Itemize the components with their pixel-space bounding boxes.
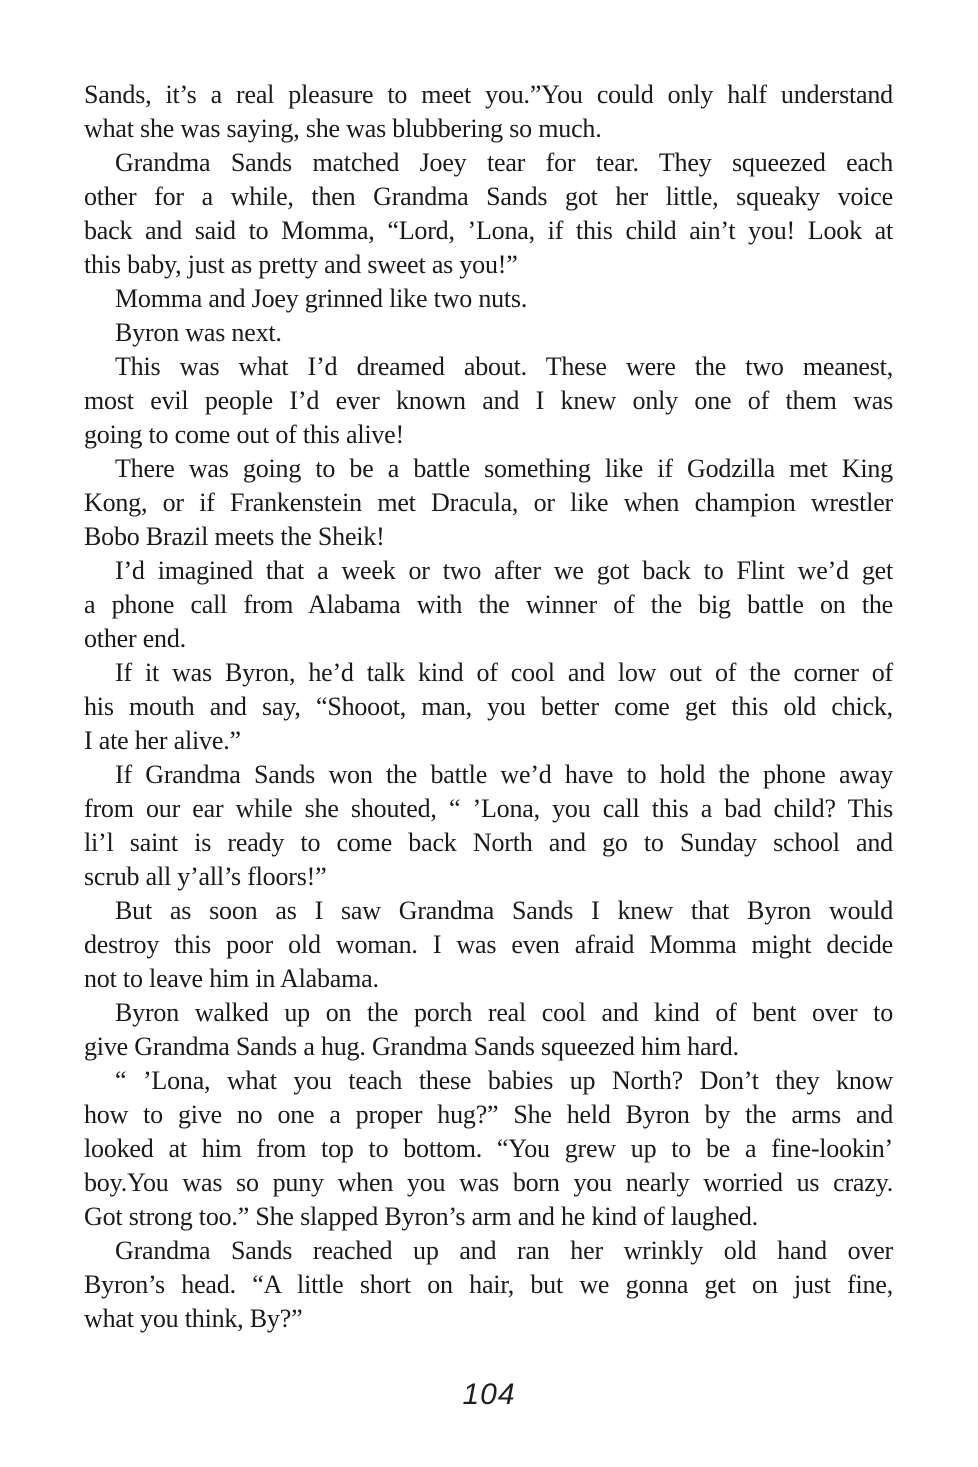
text-line: boy.You was so puny when you was born you nearly worried us crazy. (84, 1168, 893, 1197)
text-line: “ ’Lona, what you teach these babies up North? Don’t they know (115, 1066, 893, 1095)
text-line: how to give no one a proper hug?” She held Byron by the arms and (84, 1100, 893, 1129)
text-line: Byron’s head. “A little short on hair, but we gonna get on just fine, (84, 1270, 893, 1299)
text-line: I’d imagined that a week or two after we got back to Flint we’d get (115, 556, 893, 585)
text-line: what you think, By?” (84, 1304, 303, 1333)
paragraph (84, 146, 893, 282)
text-line: This was what I’d dreamed about. These were the two meanest, (115, 352, 893, 381)
text-line: destroy this poor old woman. I was even afraid Momma might decide (84, 930, 893, 959)
text-line: this baby, just as pretty and sweet as you!” (84, 250, 518, 279)
paragraph (84, 78, 893, 146)
text-line: looked at him from top to bottom. “You grew up to be a fine-lookin’ (84, 1134, 893, 1163)
text-line: Kong, or if Frankenstein met Dracula, or like when champion wrestler (84, 488, 893, 517)
text-line: his mouth and say, “Shooot, man, you better come get this old chick, (84, 692, 893, 721)
text-line: what she was saying, she was blubbering so much. (84, 114, 602, 143)
text-line: other end. (84, 624, 186, 653)
text-line: Byron walked up on the porch real cool and kind of bent over to (115, 998, 893, 1027)
page-number: 104 (462, 1378, 516, 1411)
text-line: Grandma Sands matched Joey tear for tear. They squeezed each (115, 148, 893, 177)
text-line: li’l saint is ready to come back North and go to Sunday school and (84, 828, 893, 857)
text-line: Grandma Sands reached up and ran her wrinkly old hand over (115, 1236, 893, 1265)
text-line: Sands, it’s a real pleasure to meet you.”You could only half understand (84, 80, 893, 109)
text-line: Got strong too.” She slapped Byron’s arm and he kind of laughed. (84, 1202, 758, 1231)
text-line: But as soon as I saw Grandma Sands I knew that Byron would (115, 896, 893, 925)
text-line: most evil people I’d ever known and I knew only one of them was (84, 386, 893, 415)
text-line: give Grandma Sands a hug. Grandma Sands squeezed him hard. (84, 1032, 739, 1061)
paragraph (84, 1064, 893, 1234)
paragraph (84, 758, 893, 894)
paragraph (84, 996, 893, 1064)
text-line: Momma and Joey grinned like two nuts. (115, 284, 528, 313)
paragraph (84, 1234, 893, 1336)
text-line: scrub all y’all’s floors!” (84, 862, 327, 891)
text-line: If Grandma Sands won the battle we’d have to hold the phone away (115, 760, 893, 789)
text-line: Bobo Brazil meets the Sheik! (84, 522, 385, 551)
text-line: other for a while, then Grandma Sands got her little, squeaky voice (84, 182, 893, 211)
text-block (84, 78, 893, 1336)
text-line: If it was Byron, he’d talk kind of cool and low out of the corner of (115, 658, 893, 687)
text-line: not to leave him in Alabama. (84, 964, 379, 993)
text-line: a phone call from Alabama with the winner of the big battle on the (84, 590, 893, 619)
text-line: from our ear while she shouted, “ ’Lona, you call this a bad child? This (84, 794, 893, 823)
paragraph (84, 282, 893, 316)
paragraph (84, 554, 893, 656)
text-line: I ate her alive.” (84, 726, 241, 755)
paragraph (84, 350, 893, 452)
paragraph (84, 316, 893, 350)
text-line: back and said to Momma, “Lord, ’Lona, if this child ain’t you! Look at (84, 216, 893, 245)
text-line: There was going to be a battle something like if Godzilla met King (115, 454, 893, 483)
paragraph (84, 656, 893, 758)
text-line: Byron was next. (115, 318, 282, 347)
text-line: going to come out of this alive! (84, 420, 404, 449)
paragraph (84, 894, 893, 996)
paragraph (84, 452, 893, 554)
